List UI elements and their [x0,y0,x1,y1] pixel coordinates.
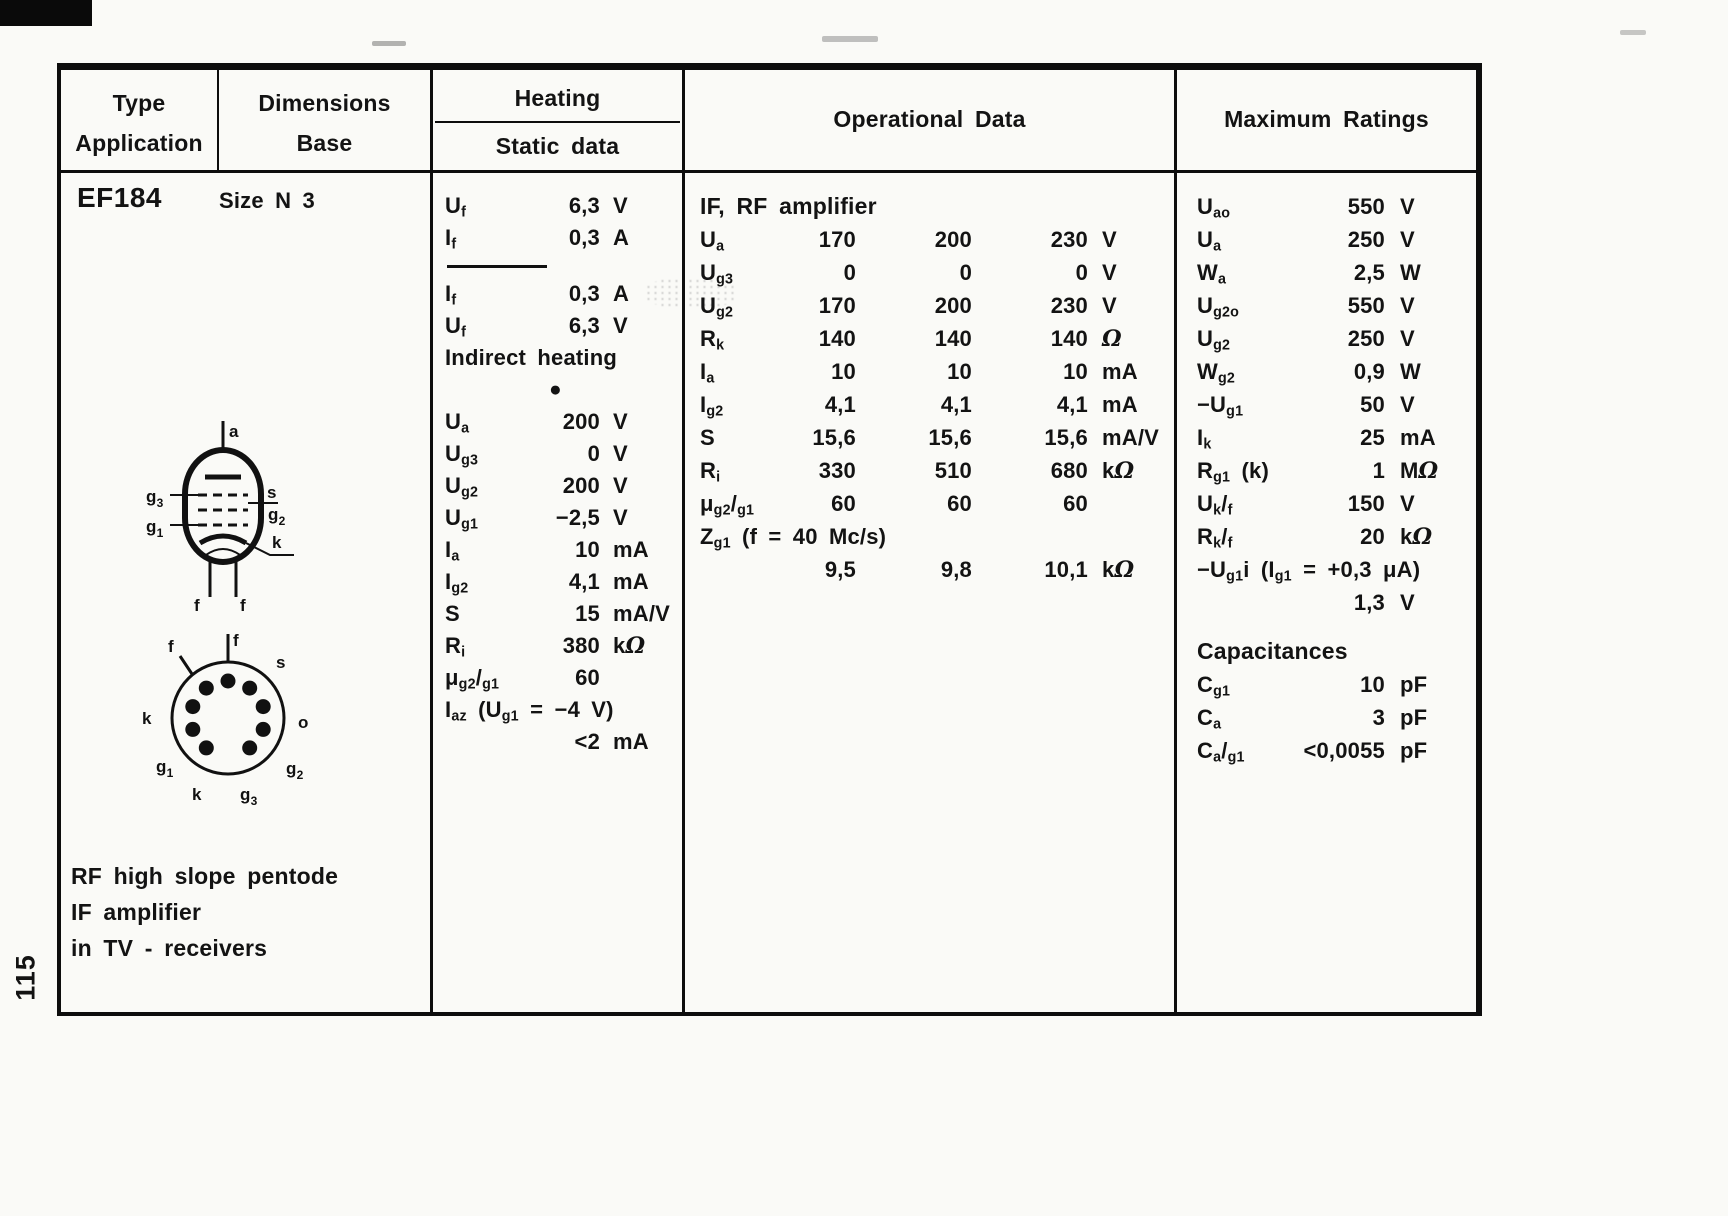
row-value: 0 [843,260,856,285]
row-value: 510 [934,458,972,483]
table-row-lv [1197,520,1496,553]
table-row-lv [1197,256,1496,289]
row-value: 4,1 [940,392,972,417]
table-row-lv [445,190,694,222]
row-label: $U_{g3}$ [445,441,479,469]
table-row-l3v [700,454,1189,487]
table-row-note [700,520,1189,553]
table-row-lv [445,406,694,438]
scan-speck [372,41,406,46]
table-row-dot [445,374,694,406]
pin-label-k: k [192,785,202,804]
table-row-lv [1197,322,1496,355]
row-label: $U_a$ [445,409,470,437]
row-unit: mA [613,569,649,594]
row-value: 170 [818,227,856,252]
row-value: 550 [1347,194,1385,219]
header-dimensions: Dimensions [258,90,391,116]
pin-label-g3: $g_3$ [240,785,258,805]
table-row-divider [445,254,694,278]
operational-data-column [685,170,1189,1012]
row-label: $-U_{g1}$ [1197,392,1244,420]
row-unit: mA [1102,359,1138,384]
description-line: RF high slope pentode [71,863,339,889]
row-unit: V [1400,590,1415,615]
table-row-lv [445,630,694,662]
row-unit: kΩ [1400,524,1433,550]
table-row-lv [445,438,694,470]
row-value: 20 [1360,524,1385,549]
pentode-symbol-diagram [120,415,300,615]
row-label: $U_{g3}$ [700,260,734,288]
row-label: $C_a$ [1197,705,1222,733]
row-value: 6,3 [568,193,600,218]
row-unit: mA [613,537,649,562]
table-row-lv [1197,454,1496,487]
row-label: $W_a$ [1197,260,1227,288]
row-label: $U_{g2}$ [1197,326,1231,354]
row-label: S [700,425,715,450]
table-row-lv [445,726,694,758]
pin-label-k: k [142,709,152,728]
row-value: 10 [947,359,972,384]
row-value: <0,0055 [1303,738,1385,763]
row-value: 0 [959,260,972,285]
row-label: $C_a/_{g1}$ [1197,738,1245,766]
pin-label-s: s [276,653,286,672]
shield-label: s [267,483,277,502]
row-value: 60 [1063,491,1088,516]
row-value: 15,6 [1044,425,1088,450]
scan-speck [1620,30,1646,35]
row-text: $I_{az}$ ($U_{g1} = -4$ V) [445,697,614,725]
row-label: $I_a$ [700,359,715,387]
row-unit: V [1400,326,1415,351]
row-unit: V [1400,491,1415,516]
row-value: 0 [587,441,600,466]
row-value: 25 [1360,425,1385,450]
table-row-lv [1197,223,1496,256]
row-value: 1,3 [1353,590,1385,615]
anode-label: a [229,422,239,441]
table-row-l3v [700,388,1189,421]
row-value: 200 [934,227,972,252]
row-unit: mA [613,729,649,754]
row-unit: A [613,281,630,306]
heater-label: f [194,596,200,615]
row-value: 4,1 [824,392,856,417]
datasheet-table [57,63,1482,1016]
table-row-l3v [700,256,1189,289]
table-row-lv [445,502,694,534]
row-value: <2 [574,729,600,754]
row-unit: V [1102,227,1117,252]
row-value: 15 [575,601,600,626]
table-row-l3v [700,289,1189,322]
tube-description [71,858,338,966]
scan-speck [822,36,878,42]
table-row-heading [1197,635,1496,668]
row-value: 380 [562,633,600,658]
row-value: 250 [1347,326,1385,351]
row-label: $I_f$ [445,225,457,253]
row-value: 150 [1347,491,1385,516]
table-row-note [1197,553,1496,586]
g3-label: $g_3$ [146,487,164,510]
row-value: 10 [831,359,856,384]
type-application-cell [61,170,430,1012]
row-value: 230 [1050,293,1088,318]
table-row-lv [445,278,694,310]
header-operational-data: Operational Data [833,106,1026,132]
table-row-lv [1197,586,1496,619]
table-row-lv [445,598,694,630]
row-label: $R_i$ [445,633,466,661]
row-value: 550 [1347,293,1385,318]
table-row-lv [445,566,694,598]
row-value: 0,3 [568,281,600,306]
row-unit: V [1400,227,1415,252]
row-unit: W [1400,359,1421,384]
table-row-l3v [700,553,1189,586]
row-value: 140 [1050,326,1088,351]
row-label: $I_{g2}$ [700,392,724,420]
row-label: $U_k/_f$ [1197,491,1233,519]
row-unit: mA [1400,425,1436,450]
row-value: 140 [818,326,856,351]
row-label: S [445,601,460,626]
pin-label-g2: $g_2$ [286,759,304,782]
row-value: 15,6 [812,425,856,450]
row-value: −2,5 [555,505,600,530]
table-row-lv [445,470,694,502]
bullet-marker: ● [549,378,562,401]
row-unit: V [613,441,628,466]
table-row-l3v [700,421,1189,454]
header-application: Application [75,130,203,156]
row-unit: V [1102,260,1117,285]
description-line: in TV - receivers [71,935,268,961]
row-value: 2,5 [1353,260,1385,285]
column-divider [217,70,219,170]
table-row-lv [1197,289,1496,322]
row-unit: V [1400,392,1415,417]
row-value: 200 [934,293,972,318]
row-value: 680 [1050,458,1088,483]
row-label: $C_{g1}$ [1197,672,1231,700]
heating-static-column [433,170,694,1012]
scan-edge-artifact [0,0,92,26]
row-label: $U_a$ [700,227,725,255]
row-unit: V [613,313,628,338]
row-value: 6,3 [568,313,600,338]
row-label: $R_k/_f$ [1197,524,1233,552]
table-row-lv [1197,701,1496,734]
row-label: $W_{g2}$ [1197,359,1236,387]
row-unit: V [1400,293,1415,318]
row-label: $U_{g2}$ [700,293,734,321]
table-row-lv [445,662,694,694]
row-unit: W [1400,260,1421,285]
row-text: Capacitances [1197,638,1348,664]
row-unit: MΩ [1400,458,1439,484]
row-unit: mA/V [613,601,671,626]
row-label: $U_{ao}$ [1197,194,1231,222]
header-heating: Heating [514,85,601,111]
row-unit: V [613,193,628,218]
table-row-l3v [700,487,1189,520]
header-static-data: Static data [495,133,620,159]
table-row-lv [1197,734,1496,767]
pin-label-o: o [298,713,309,732]
row-value: 15,6 [928,425,972,450]
row-unit: pF [1400,738,1428,763]
row-value: 4,1 [568,569,600,594]
heater-label: f [240,596,246,615]
header-base: Base [296,130,353,156]
row-label: $U_f$ [445,313,467,341]
section-divider [447,265,547,268]
row-value: 10 [575,537,600,562]
row-label: $I_f$ [445,281,457,309]
table-row-lv [1197,355,1496,388]
row-value: 330 [818,458,856,483]
row-value: 230 [1050,227,1088,252]
row-label: $R_{g1}$ (k) [1197,458,1269,486]
row-label: $R_i$ [700,458,721,486]
row-value: 170 [818,293,856,318]
row-unit: kΩ [1102,557,1135,583]
row-value: 4,1 [1056,392,1088,417]
row-value: 10 [1063,359,1088,384]
row-value: 0,3 [568,225,600,250]
row-value: 0 [1075,260,1088,285]
header-type: Type [112,90,166,116]
row-value: 60 [831,491,856,516]
header-maximum-ratings: Maximum Ratings [1224,106,1429,132]
row-value: 3 [1372,705,1385,730]
table-row-lv [1197,487,1496,520]
row-unit: A [613,225,630,250]
row-label: $U_f$ [445,193,467,221]
row-label: $U_{g1}$ [445,505,479,533]
row-value: 10,1 [1044,557,1088,582]
pin-label-g1: $g_1$ [156,757,174,780]
maximum-ratings-column [1177,170,1496,1012]
table-row-lv [445,534,694,566]
table-row-note [445,694,694,726]
row-unit: V [613,473,628,498]
table-row-l3v [700,223,1189,256]
row-value: 10 [1360,672,1385,697]
g2-label: $g_2$ [268,505,286,528]
row-value: 1 [1372,458,1385,483]
row-unit: pF [1400,705,1428,730]
row-label: $U_{g2}$ [445,473,479,501]
table-row-lv [445,222,694,254]
row-unit: kΩ [613,633,646,659]
cathode-label: k [272,533,282,552]
table-row-lv [1197,668,1496,701]
row-unit: pF [1400,672,1428,697]
row-label: $\mu_{g2}/_{g1}$ [700,491,755,519]
row-label: $R_k$ [700,326,725,354]
row-unit: mA/V [1102,425,1160,450]
row-value: 9,8 [940,557,972,582]
row-value: 140 [934,326,972,351]
row-unit: Ω [1102,326,1122,352]
row-text: $-U_{g1}i$ ($I_{g1} = +0,3$ μA) [1197,557,1421,585]
tube-size: Size N 3 [219,188,315,213]
table-row-l3v [700,322,1189,355]
row-text: Indirect heating [445,345,617,370]
row-value: 50 [1360,392,1385,417]
tube-type: EF184 [77,182,162,213]
page-number: 115 [10,954,41,1001]
pin-label-f: f [233,631,239,650]
pin-label-f: f [168,637,174,656]
table-row-lv [1197,388,1496,421]
table-row-l3v [700,355,1189,388]
row-unit: V [1400,194,1415,219]
table-row-lv [1197,190,1496,223]
row-unit: mA [1102,392,1138,417]
table-row-lv [1197,421,1496,454]
row-text: IF, RF amplifier [700,193,877,219]
row-label: $I_{g2}$ [445,569,469,597]
row-text: $Z_{g1}$ (f = 40 Mc/s) [700,524,887,552]
row-value: 0,9 [1353,359,1385,384]
row-label: $U_a$ [1197,227,1222,255]
row-unit: V [613,409,628,434]
row-value: 9,5 [824,557,856,582]
g1-label: $g_1$ [146,517,164,540]
table-row-gap [1197,619,1496,635]
table-row-lv [445,310,694,342]
row-unit: V [1102,293,1117,318]
row-value: 250 [1347,227,1385,252]
row-label: $U_{g2o}$ [1197,293,1240,321]
row-unit: V [613,505,628,530]
row-value: 60 [575,665,600,690]
table-row-note [445,342,694,374]
row-label: $\mu_{g2}/_{g1}$ [445,665,500,693]
description-line: IF amplifier [71,899,202,925]
table-row-heading [700,190,1189,223]
row-value: 200 [562,473,600,498]
row-value: 200 [562,409,600,434]
base-pinout-diagram [130,630,320,805]
row-label: $I_k$ [1197,425,1212,453]
heating-subdivider [435,121,680,123]
row-label: $I_a$ [445,537,460,565]
row-unit: kΩ [1102,458,1135,484]
row-value: 60 [947,491,972,516]
